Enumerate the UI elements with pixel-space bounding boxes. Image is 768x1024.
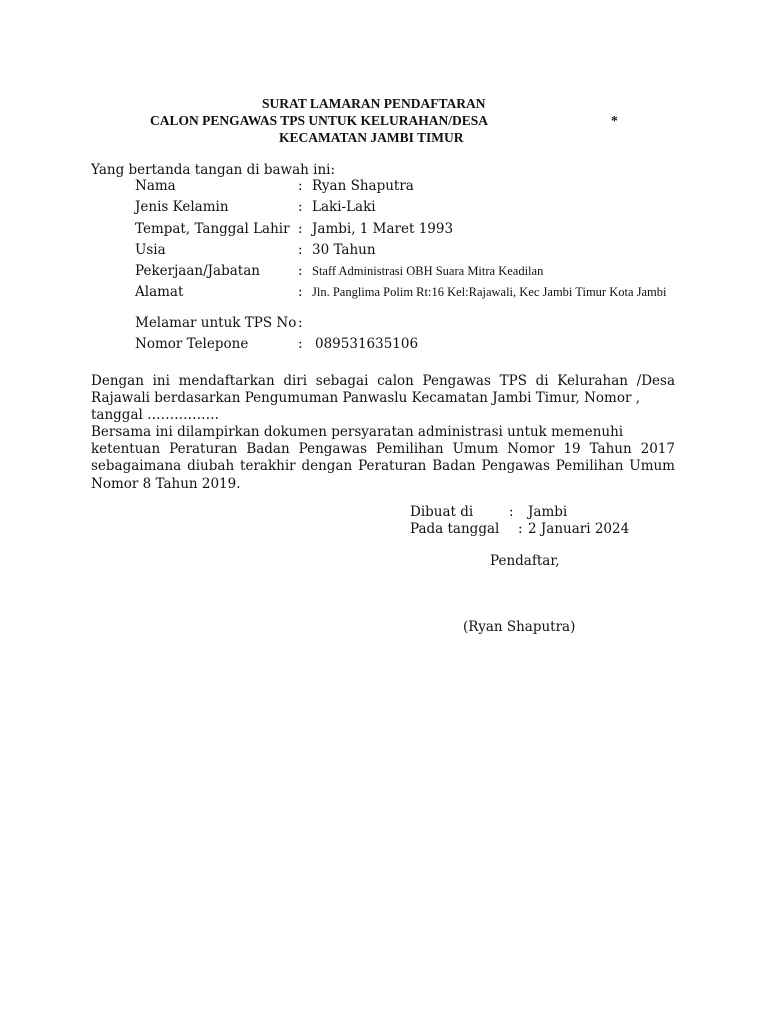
place-colon: : — [509, 504, 514, 520]
date-colon: : — [518, 521, 523, 537]
body-paragraph-2-first-line: Bersama ini dilampirkan dokumen persyaratan administrasi untuk memenuhi — [91, 424, 624, 440]
letter-district: KECAMATAN JAMBI TIMUR — [279, 130, 464, 145]
body-paragraph-1-tail: tanggal ……………. — [91, 407, 219, 423]
asterisk-mark: * — [611, 113, 618, 128]
field-label: Nama — [135, 178, 176, 194]
place-label: Dibuat di — [410, 504, 474, 520]
field-label: Nomor Telepone — [135, 336, 249, 352]
field-value: Staff Administrasi OBH Suara Mitra Keadilan — [312, 264, 544, 278]
field-label: Melamar untuk TPS No — [135, 315, 297, 331]
field-colon: : — [298, 284, 303, 300]
field-colon: : — [298, 178, 303, 194]
intro-text: Yang bertanda tangan di bawah ini: — [91, 162, 336, 178]
field-label: Tempat, Tanggal Lahir — [135, 221, 290, 237]
body-paragraph-1: Dengan ini mendaftarkan diri sebagai calon Pengawas TPS di Kelurahan /Desa Rajawali berdasarkan Pengumuman Panwaslu Kecamatan Jambi Timur, Nomor , — [91, 373, 675, 407]
field-colon: : — [298, 336, 303, 352]
field-label: Alamat — [135, 284, 184, 300]
field-label: Usia — [135, 242, 166, 258]
date-value: 2 Januari 2024 — [528, 521, 630, 537]
field-label: Jenis Kelamin — [135, 199, 229, 215]
field-value: 30 Tahun — [312, 242, 376, 258]
field-colon: : — [298, 315, 303, 331]
field-value: Laki-Laki — [312, 199, 376, 215]
field-label: Pekerjaan/Jabatan — [135, 263, 260, 279]
place-value: Jambi — [528, 504, 568, 520]
field-colon: : — [298, 242, 303, 258]
field-value: 089531635106 — [315, 336, 419, 352]
letter-subtitle: CALON PENGAWAS TPS UNTUK KELURAHAN/DESA — [150, 113, 489, 128]
field-colon: : — [298, 199, 303, 215]
field-value: Ryan Shaputra — [312, 178, 414, 194]
registrant-label: Pendaftar, — [490, 553, 560, 569]
letter-title: SURAT LAMARAN PENDAFTARAN — [262, 96, 486, 111]
field-colon: : — [298, 263, 303, 279]
field-colon: : — [298, 221, 303, 237]
field-value: Jln. Panglima Polim Rt:16 Kel:Rajawali, Kec Jambi Timur Kota Jambi — [312, 285, 667, 299]
body-paragraph-2: ketentuan Peraturan Badan Pengawas Pemilihan Umum Nomor 19 Tahun 2017 sebagaimana diubah terakhir dengan Peraturan Badan Pengawas Pemilihan Umum Nomor 8 Tahun 2019. — [91, 441, 675, 492]
signatory-name: (Ryan Shaputra) — [463, 619, 576, 635]
date-label: Pada tanggal — [410, 521, 500, 537]
field-value: Jambi, 1 Maret 1993 — [312, 221, 454, 237]
